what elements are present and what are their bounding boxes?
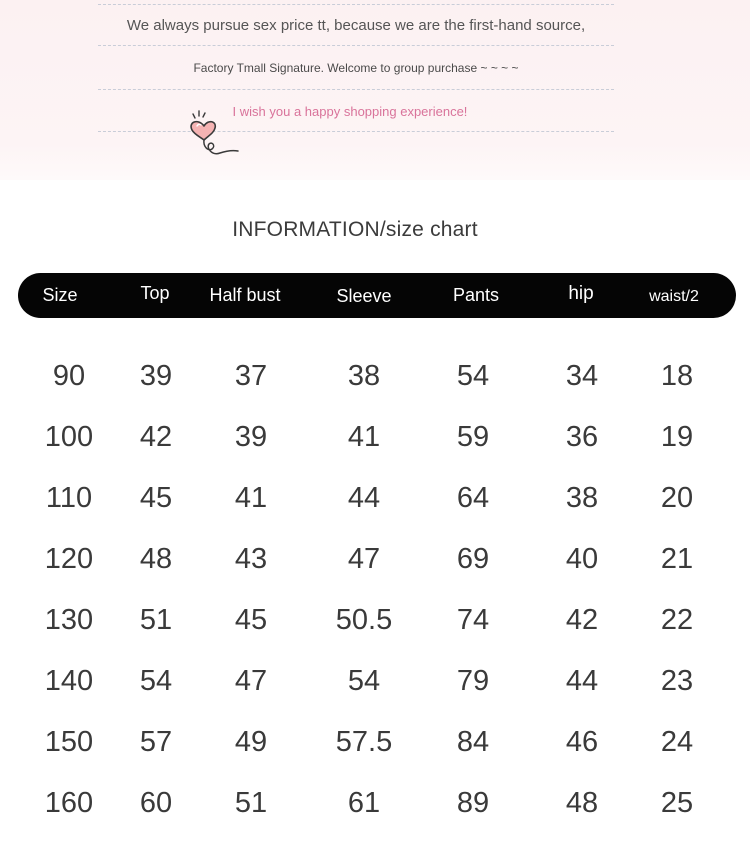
table-cell: 45 bbox=[234, 604, 268, 636]
table-cell: 57 bbox=[139, 726, 173, 758]
table-cell: 51 bbox=[139, 604, 173, 636]
table-cell: 79 bbox=[456, 665, 490, 697]
table-cell: 140 bbox=[44, 665, 94, 697]
table-cell: 100 bbox=[44, 421, 94, 453]
table-cell: 61 bbox=[347, 787, 381, 819]
table-cell: 40 bbox=[565, 543, 599, 575]
table-cell: 24 bbox=[660, 726, 694, 758]
table-cell: 84 bbox=[456, 726, 490, 758]
table-cell: 74 bbox=[456, 604, 490, 636]
table-cell: 42 bbox=[565, 604, 599, 636]
size-chart-title: INFORMATION/size chart bbox=[232, 218, 478, 241]
table-cell: 54 bbox=[347, 665, 381, 697]
table-cell: 39 bbox=[234, 421, 268, 453]
intro-line-2: Factory Tmall Signature. Welcome to group purchase ~ ~ ~ ~ bbox=[193, 61, 519, 75]
divider bbox=[98, 131, 614, 132]
table-cell: 42 bbox=[139, 421, 173, 453]
table-cell: 19 bbox=[660, 421, 694, 453]
table-row bbox=[0, 534, 750, 584]
table-cell: 44 bbox=[347, 482, 381, 514]
table-row bbox=[0, 412, 750, 462]
table-cell: 69 bbox=[456, 543, 490, 575]
table-cell: 60 bbox=[139, 787, 173, 819]
header-waist: waist/2 bbox=[649, 288, 699, 305]
table-cell: 37 bbox=[234, 360, 268, 392]
table-cell: 89 bbox=[456, 787, 490, 819]
table-cell: 41 bbox=[347, 421, 381, 453]
table-cell: 18 bbox=[660, 360, 694, 392]
table-row bbox=[0, 778, 750, 828]
table-cell: 38 bbox=[347, 360, 381, 392]
table-row bbox=[0, 717, 750, 767]
divider bbox=[98, 4, 614, 5]
table-cell: 48 bbox=[565, 787, 599, 819]
intro-line-1: We always pursue sex price tt, because we are the first-hand source, bbox=[126, 17, 586, 34]
table-cell: 20 bbox=[660, 482, 694, 514]
table-cell: 44 bbox=[565, 665, 599, 697]
header-hip: hip bbox=[568, 283, 594, 304]
table-cell: 39 bbox=[139, 360, 173, 392]
table-cell: 130 bbox=[44, 604, 94, 636]
table-cell: 34 bbox=[565, 360, 599, 392]
table-cell: 38 bbox=[565, 482, 599, 514]
table-cell: 50.5 bbox=[335, 604, 393, 636]
table-cell: 110 bbox=[45, 482, 93, 514]
table-cell: 47 bbox=[347, 543, 381, 575]
table-cell: 49 bbox=[234, 726, 268, 758]
table-cell: 150 bbox=[44, 726, 94, 758]
table-cell: 43 bbox=[234, 543, 268, 575]
heart-doodle-icon bbox=[186, 106, 244, 160]
table-cell: 23 bbox=[660, 665, 694, 697]
table-cell: 21 bbox=[660, 543, 694, 575]
table-row bbox=[0, 595, 750, 645]
table-row bbox=[0, 656, 750, 706]
table-cell: 51 bbox=[234, 787, 268, 819]
table-cell: 41 bbox=[234, 482, 268, 514]
intro-banner bbox=[0, 0, 750, 180]
table-cell: 90 bbox=[52, 360, 86, 392]
table-header bbox=[18, 273, 736, 318]
table-cell: 59 bbox=[456, 421, 490, 453]
table-cell: 54 bbox=[456, 360, 490, 392]
table-cell: 45 bbox=[139, 482, 173, 514]
table-cell: 54 bbox=[139, 665, 173, 697]
table-cell: 36 bbox=[565, 421, 599, 453]
table-cell: 47 bbox=[234, 665, 268, 697]
header-sleeve: Sleeve bbox=[336, 286, 392, 306]
divider bbox=[98, 89, 614, 90]
table-cell: 46 bbox=[565, 726, 599, 758]
header-pants: Pants bbox=[452, 285, 500, 305]
header-half-bust: Half bust bbox=[209, 285, 281, 305]
table-cell: 64 bbox=[456, 482, 490, 514]
table-cell: 22 bbox=[660, 604, 694, 636]
header-top: Top bbox=[140, 283, 170, 303]
table-cell: 160 bbox=[44, 787, 94, 819]
table-cell: 120 bbox=[44, 543, 94, 575]
divider bbox=[98, 45, 614, 46]
table-row bbox=[0, 473, 750, 523]
intro-line-3: I wish you a happy shopping experience! bbox=[232, 104, 468, 119]
table-cell: 25 bbox=[660, 787, 694, 819]
table-row bbox=[0, 351, 750, 401]
header-size: Size bbox=[42, 285, 78, 305]
table-cell: 57.5 bbox=[335, 726, 393, 758]
table-cell: 48 bbox=[139, 543, 173, 575]
